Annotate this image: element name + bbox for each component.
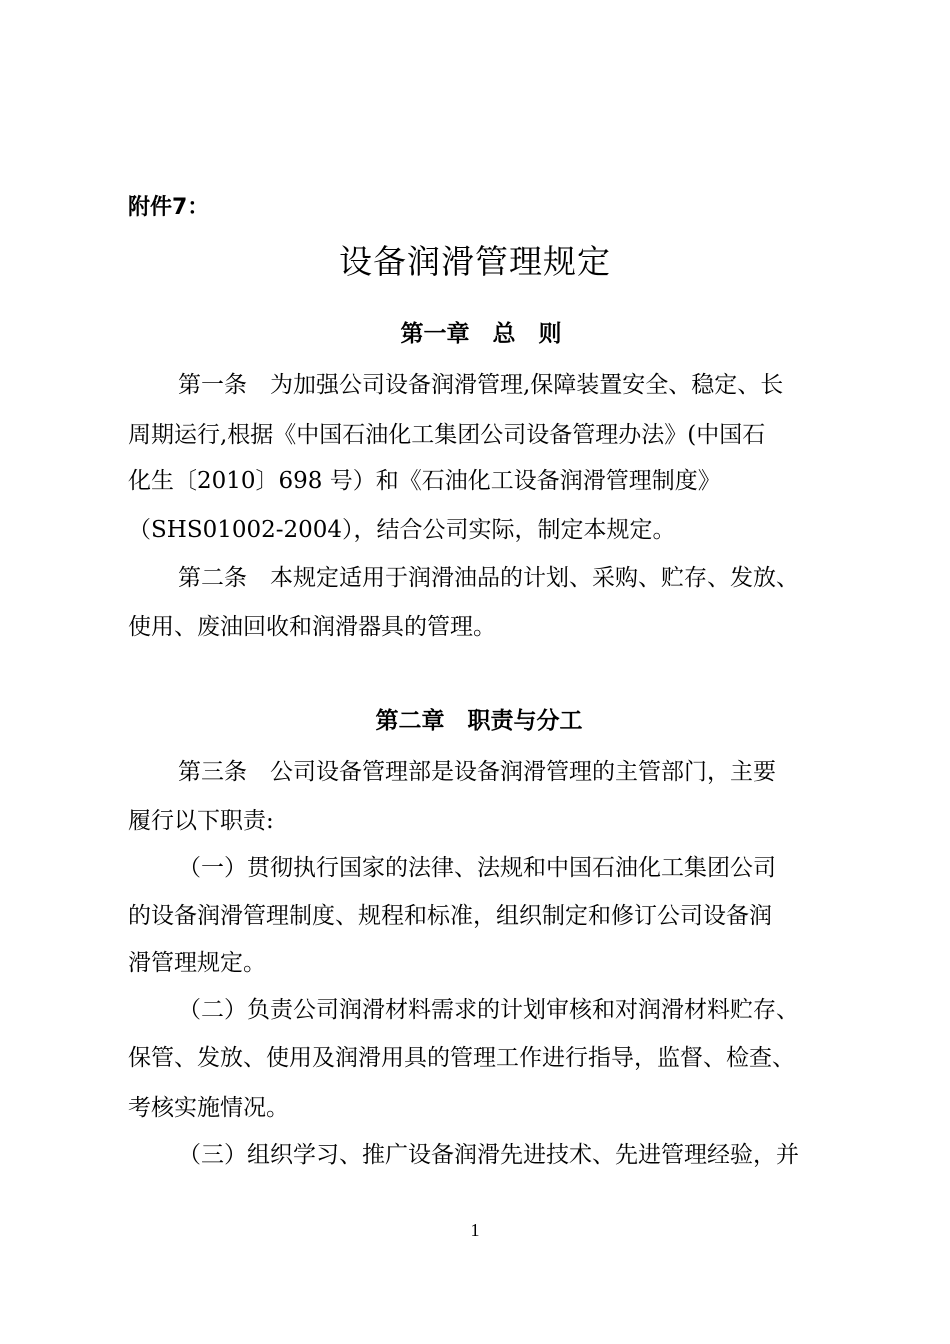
document-title: 设备润滑管理规定 xyxy=(339,242,611,281)
attachment-label: 附件7： xyxy=(128,195,210,220)
paragraph-line: 保管、发放、使用及润滑用具的管理工作进行指导，监督、检查、 xyxy=(128,1045,795,1071)
chapter-heading: 第一章 总 则 xyxy=(400,321,562,347)
chapter-heading: 第二章 职责与分工 xyxy=(375,708,583,734)
paragraph-line: 滑管理规定。 xyxy=(128,950,266,976)
paragraph-line: 周期运行,根据《中国石油化工集团公司设备管理办法》(中国石 xyxy=(128,422,766,448)
page-number: 1 xyxy=(470,1220,480,1240)
paragraph-line: （三）组织学习、推广设备润滑先进技术、先进管理经验，并 xyxy=(178,1142,799,1168)
paragraph-line: （SHS01002-2004），结合公司实际，制定本规定。 xyxy=(128,517,676,543)
paragraph-line: 第三条 公司设备管理部是设备润滑管理的主管部门，主要 xyxy=(178,759,776,785)
paragraph-line: 使用、废油回收和润滑器具的管理。 xyxy=(128,614,496,640)
paragraph-line: 第二条 本规定适用于润滑油品的计划、采购、贮存、发放、 xyxy=(178,565,799,591)
paragraph-line: 履行以下职责: xyxy=(128,808,274,834)
paragraph-line: 考核实施情况。 xyxy=(128,1095,289,1121)
paragraph-line: （一）贯彻执行国家的法律、法规和中国石油化工集团公司 xyxy=(178,855,776,881)
paragraph-line: 的设备润滑管理制度、规程和标准，组织制定和修订公司设备润 xyxy=(128,903,772,929)
paragraph-line: 第一条 为加强公司设备润滑管理,保障装置安全、稳定、长 xyxy=(178,372,784,398)
paragraph-line: 化生〔2010〕698 号）和《石油化工设备润滑管理制度》 xyxy=(128,468,721,494)
paragraph-line: （二）负责公司润滑材料需求的计划审核和对润滑材料贮存、 xyxy=(178,997,799,1023)
